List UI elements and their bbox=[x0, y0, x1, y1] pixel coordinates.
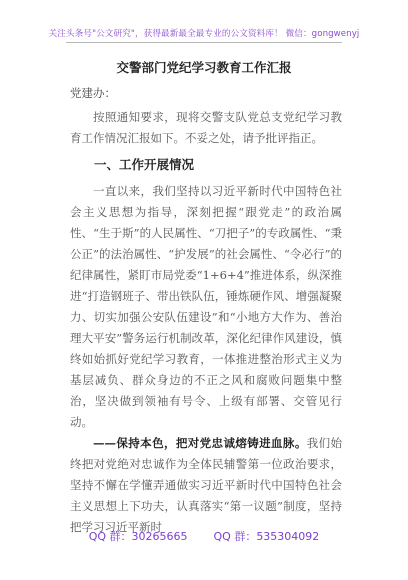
page-footer bbox=[0, 528, 408, 544]
paragraph-2-lead: ——保持本色，把对党忠诚熔铸进血脉。 bbox=[93, 436, 307, 450]
body-paragraph-1: 一直以来，我们坚持以习近平新时代中国特色社会主义思想为指导，深刻把握“跟党走”的政治属性、“生于斯”的人民属性、“刀把子”的专政属性、“秉公正”的法治属性、“护发展”的社会属性、“令必行”的纪律属性，紧盯市局党委“1+6+4”推进体系，纵深推进“打造钢班子、带出铁队伍，锤炼硬作风、增强凝聚力、切实加强公安队伍建设”和“小地方大作为、善治理大平安”警务运行机制改革，深化纪律作风建设，慎终如始抓好党纪学习教育，一体推进整治形式主义为基层减负、群众身边的不正之风和腐败问题集中整治，坚决做到领袖有号令、上级有部署、交管见行动。 bbox=[70, 184, 342, 429]
section-heading: 一、工作开展情况 bbox=[94, 157, 195, 172]
intro-paragraph: 按照通知要求，现将交警支队党总支党纪学习教育工作情况汇报如下。不妥之处，请予批评指正。 bbox=[70, 110, 342, 145]
page-header bbox=[0, 0, 408, 40]
header-divider bbox=[66, 42, 342, 43]
document-title: 交警部门党纪学习教育工作汇报 bbox=[116, 60, 292, 75]
salutation: 党建办： bbox=[70, 86, 116, 100]
footer-qq-group-1: QQ 群：30265665 bbox=[88, 530, 188, 543]
footer-qq-group-2: QQ 群：535304092 bbox=[213, 530, 320, 543]
body-paragraph-2 bbox=[70, 433, 342, 538]
paragraph-2-body: 我们始终把对党绝对忠诚作为全体民辅警第一位政治要求，坚持不懈在学懂弄通做实习近平新时代中国特色社会主义思想上下功夫，认真落实“第一议题”制度，坚持把学习习近平新时 bbox=[70, 436, 343, 534]
header-notice: 关注头条号"公文研究"，获得最新最全最专业的公文资料库！ 微信：gongwenyj bbox=[48, 29, 360, 39]
